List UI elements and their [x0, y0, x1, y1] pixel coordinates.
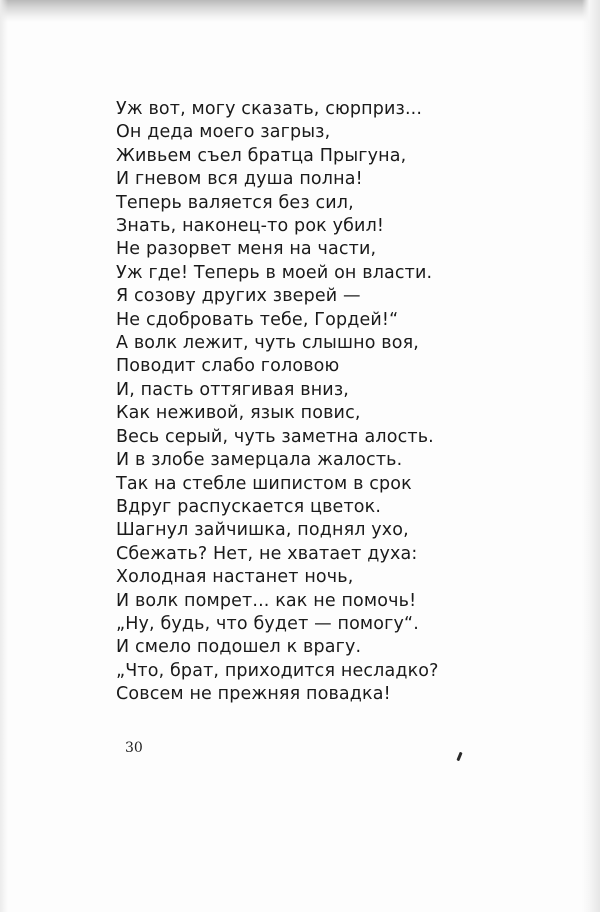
poem-line: Шагнул зайчишка, поднял ухо, — [116, 520, 409, 541]
page-left-shadow — [0, 0, 8, 912]
poem-line: И волк помрет... как не помочь! — [116, 590, 417, 611]
poem-line: Весь серый, чуть заметна алость. — [116, 426, 434, 447]
poem-line: И, пасть оттягивая вниз, — [116, 379, 349, 400]
page-right-shadow — [582, 0, 600, 912]
page-number: 30 — [125, 740, 143, 756]
poem-line: Я созову других зверей — — [116, 286, 361, 307]
poem-text — [116, 98, 476, 707]
poem-line: Поводит слабо головою — [116, 356, 340, 377]
poem-line: Живьем съел братца Прыгуна, — [116, 145, 407, 166]
poem-line: Сбежать? Нет, не хватает духа: — [116, 543, 418, 564]
poem-line: Так на стебле шипистом в срок — [116, 473, 412, 494]
poem-line: Совсем не прежняя повадка! — [116, 684, 391, 705]
poem-line: Теперь валяется без сил, — [116, 192, 354, 213]
ink-speck — [456, 752, 462, 761]
poem-line: „Что, брат, приходится несладко? — [116, 660, 439, 681]
page-top-shadow — [0, 0, 600, 22]
poem-line: Вдруг распускается цветок. — [116, 496, 382, 517]
poem-line: И гневом вся душа полна! — [116, 169, 363, 190]
poem-line: А волк лежит, чуть слышно воя, — [116, 333, 420, 354]
poem-line: Уж вот, могу сказать, сюрприз... — [116, 99, 423, 119]
poem-line: Уж где! Теперь в моей он власти. — [116, 262, 433, 283]
poem-line: Он деда моего загрыз, — [116, 122, 331, 143]
poem-line: Холодная настанет ночь, — [116, 567, 354, 588]
poem-line: Не сдобровать тебе, Гордей!“ — [116, 309, 399, 330]
poem-line: И в злобе замерцала жалость. — [116, 450, 403, 471]
poem-line: Не разорвет меня на части, — [116, 239, 377, 260]
poem-line: Знать, наконец-то рок убил! — [116, 216, 385, 237]
poem-line: И смело подошел к врагу. — [116, 637, 362, 658]
poem-line: Как неживой, язык повис, — [116, 403, 361, 424]
poem-line: „Ну, будь, что будет — помогу“. — [116, 613, 419, 634]
